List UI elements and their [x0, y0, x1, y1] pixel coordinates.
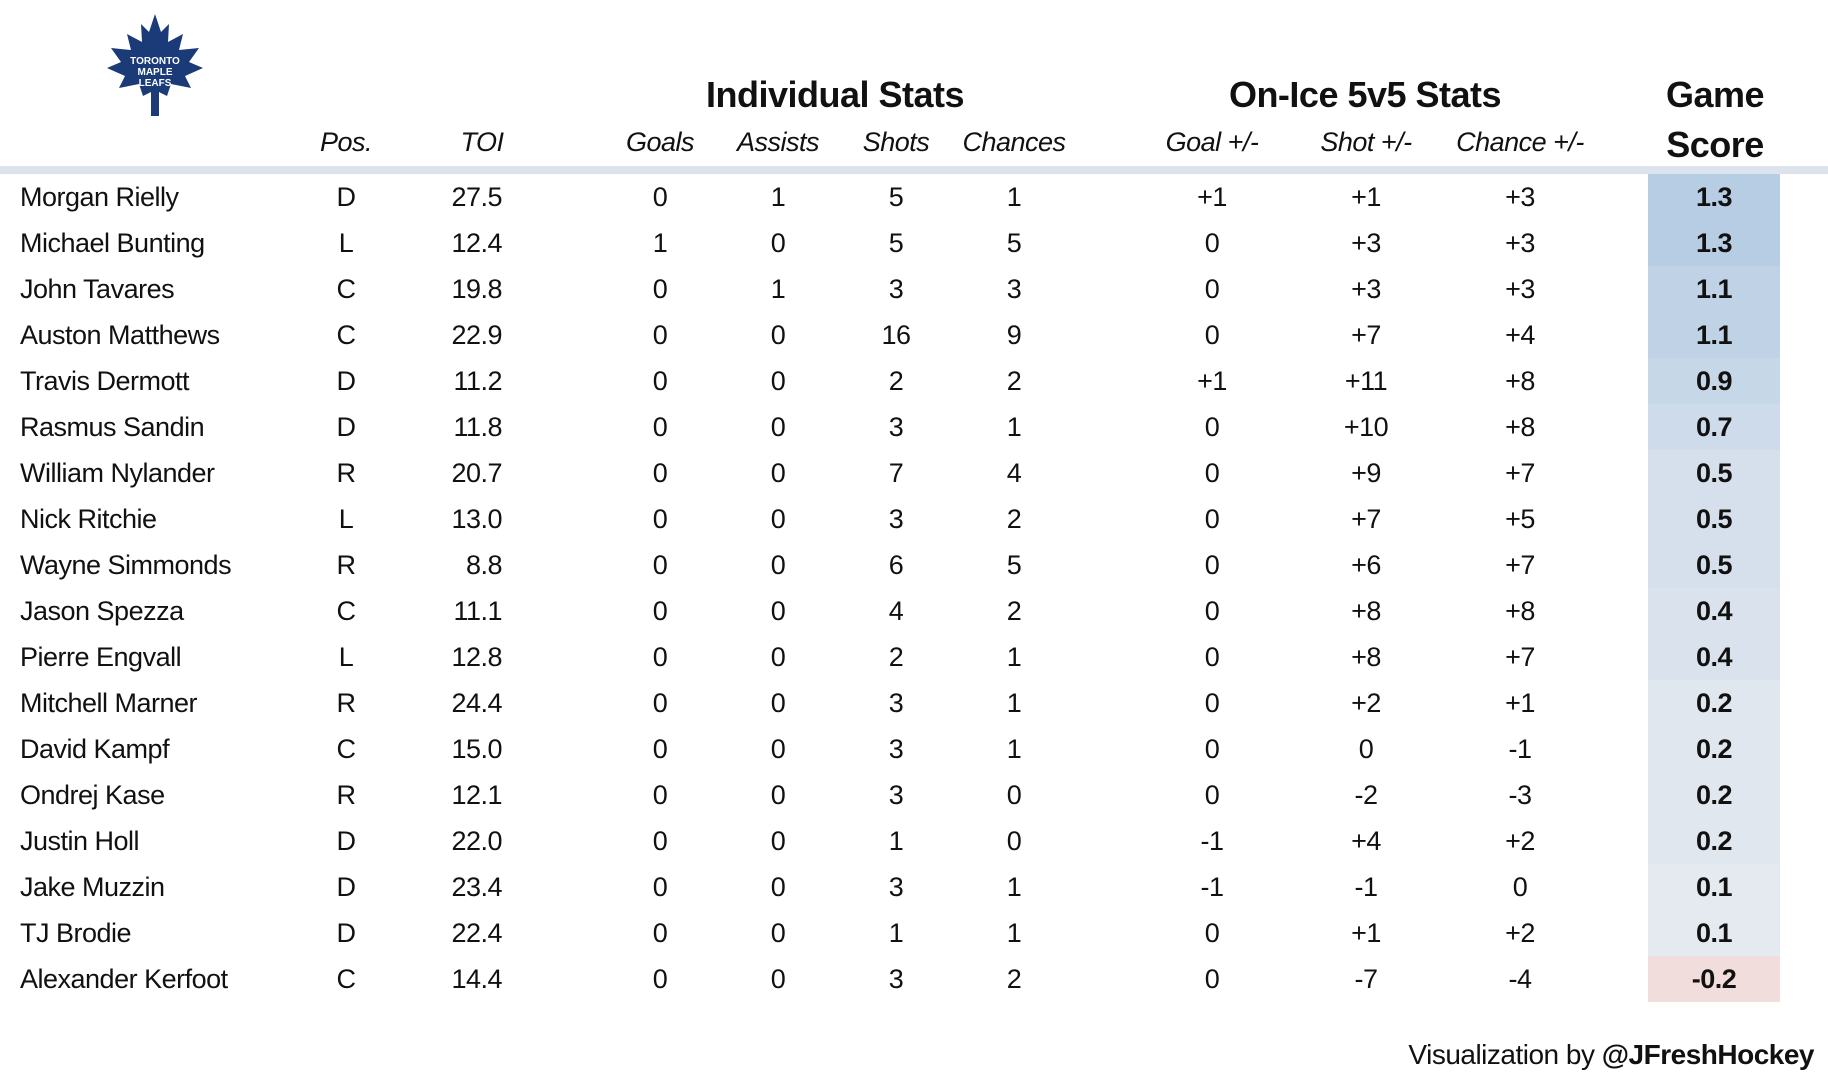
cell-shot-pm: +7 — [1351, 504, 1381, 534]
cell-chances: 4 — [1006, 458, 1022, 488]
cell-goals: 0 — [652, 182, 668, 212]
cell-goal-pm: 0 — [1204, 504, 1220, 534]
cell-player: Pierre Engvall — [20, 642, 182, 672]
cell-toi: 11.8 — [453, 412, 502, 442]
group-title-individual: Individual Stats — [705, 74, 965, 115]
cell-toi: 22.9 — [451, 320, 502, 350]
cell-chances: 5 — [1006, 228, 1022, 258]
cell-game-score: 0.5 — [1695, 504, 1733, 534]
cell-shot-pm: +2 — [1351, 688, 1381, 718]
cell-toi: 23.4 — [451, 872, 502, 902]
cell-game-score: 1.3 — [1695, 228, 1733, 258]
col-header-toi: TOI — [460, 127, 504, 157]
cell-chance-pm: +7 — [1505, 550, 1535, 580]
cell-pos: D — [336, 412, 356, 442]
cell-game-score: 0.4 — [1695, 642, 1733, 672]
cell-shot-pm: +11 — [1344, 366, 1388, 396]
cell-toi: 13.0 — [451, 504, 502, 534]
cell-toi: 22.0 — [451, 826, 502, 856]
table-row — [0, 588, 1828, 634]
cell-chances: 1 — [1006, 182, 1022, 212]
cell-player: Jason Spezza — [20, 596, 184, 626]
cell-assists: 1 — [770, 182, 786, 212]
table-row — [0, 404, 1828, 450]
cell-shot-pm: +1 — [1351, 182, 1381, 212]
cell-chances: 1 — [1006, 918, 1022, 948]
cell-game-score: 0.5 — [1695, 458, 1733, 488]
cell-goal-pm: -1 — [1200, 826, 1224, 856]
credit-handle: @JFreshHockey — [1601, 1039, 1814, 1070]
cell-player: William Nylander — [20, 458, 215, 488]
cell-toi: 19.8 — [451, 274, 502, 304]
cell-chances: 1 — [1006, 412, 1022, 442]
cell-shot-pm: +4 — [1351, 826, 1381, 856]
cell-assists: 0 — [770, 596, 786, 626]
cell-game-score: 1.1 — [1695, 274, 1733, 304]
table-row — [0, 358, 1828, 404]
cell-goals: 0 — [652, 872, 668, 902]
cell-shots: 3 — [888, 412, 904, 442]
cell-assists: 0 — [770, 872, 786, 902]
cell-toi: 11.1 — [453, 596, 502, 626]
cell-shot-pm: -7 — [1354, 964, 1378, 994]
cell-goals: 0 — [652, 274, 668, 304]
cell-pos: D — [336, 872, 356, 902]
cell-chance-pm: +2 — [1505, 826, 1535, 856]
cell-shots: 3 — [888, 780, 904, 810]
cell-chance-pm: +3 — [1505, 228, 1535, 258]
cell-pos: R — [336, 688, 356, 718]
cell-assists: 0 — [770, 688, 786, 718]
cell-goals: 0 — [652, 458, 668, 488]
cell-player: Rasmus Sandin — [20, 412, 205, 442]
cell-shots: 2 — [888, 642, 904, 672]
cell-shot-pm: +8 — [1351, 642, 1381, 672]
cell-shots: 5 — [888, 182, 904, 212]
cell-game-score: 0.1 — [1695, 918, 1733, 948]
cell-chance-pm: +4 — [1505, 320, 1535, 350]
cell-pos: D — [336, 182, 356, 212]
cell-toi: 11.2 — [453, 366, 502, 396]
table-row — [0, 956, 1828, 1002]
cell-chances: 2 — [1006, 504, 1022, 534]
table-row — [0, 450, 1828, 496]
cell-toi: 15.0 — [451, 734, 502, 764]
cell-shots: 3 — [888, 964, 904, 994]
cell-shot-pm: 0 — [1358, 734, 1374, 764]
cell-chances: 0 — [1006, 780, 1022, 810]
cell-player: Michael Bunting — [20, 228, 205, 258]
cell-goal-pm: 0 — [1204, 228, 1220, 258]
cell-chance-pm: +2 — [1505, 918, 1535, 948]
cell-goals: 0 — [652, 642, 668, 672]
cell-shots: 1 — [888, 918, 904, 948]
cell-toi: 12.4 — [451, 228, 502, 258]
cell-goals: 0 — [652, 366, 668, 396]
cell-pos: C — [336, 320, 356, 350]
table-row — [0, 174, 1828, 220]
cell-shot-pm: +7 — [1351, 320, 1381, 350]
cell-game-score: 0.7 — [1695, 412, 1733, 442]
cell-pos: L — [338, 504, 354, 534]
cell-shot-pm: +3 — [1351, 228, 1381, 258]
cell-goal-pm: 0 — [1204, 688, 1220, 718]
cell-toi: 22.4 — [451, 918, 502, 948]
cell-chances: 5 — [1006, 550, 1022, 580]
cell-goal-pm: 0 — [1204, 412, 1220, 442]
cell-chance-pm: -4 — [1508, 964, 1532, 994]
cell-pos: R — [336, 458, 356, 488]
cell-game-score: 1.3 — [1695, 182, 1733, 212]
cell-goals: 1 — [652, 228, 668, 258]
cell-goal-pm: 0 — [1204, 964, 1220, 994]
cell-pos: C — [336, 734, 356, 764]
cell-goals: 0 — [652, 826, 668, 856]
cell-shots: 1 — [888, 826, 904, 856]
cell-chance-pm: +7 — [1505, 642, 1535, 672]
cell-chances: 9 — [1006, 320, 1022, 350]
cell-goal-pm: 0 — [1204, 642, 1220, 672]
table-row — [0, 726, 1828, 772]
cell-goals: 0 — [652, 550, 668, 580]
cell-pos: D — [336, 826, 356, 856]
cell-chance-pm: +3 — [1505, 274, 1535, 304]
cell-goals: 0 — [652, 320, 668, 350]
cell-game-score: 0.9 — [1695, 366, 1733, 396]
cell-goal-pm: 0 — [1204, 918, 1220, 948]
cell-player: David Kampf — [20, 734, 170, 764]
cell-pos: R — [336, 550, 356, 580]
cell-pos: L — [338, 228, 354, 258]
cell-chances: 2 — [1006, 596, 1022, 626]
credit-prefix: Visualization by — [1408, 1039, 1602, 1070]
cell-shot-pm: +8 — [1351, 596, 1381, 626]
cell-toi: 24.4 — [451, 688, 502, 718]
cell-goal-pm: 0 — [1204, 458, 1220, 488]
cell-assists: 0 — [770, 228, 786, 258]
cell-game-score: -0.2 — [1691, 964, 1737, 994]
cell-goals: 0 — [652, 964, 668, 994]
cell-game-score: 0.2 — [1695, 780, 1733, 810]
cell-goals: 0 — [652, 504, 668, 534]
table-row — [0, 220, 1828, 266]
cell-assists: 0 — [770, 458, 786, 488]
table-row — [0, 634, 1828, 680]
table-row — [0, 910, 1828, 956]
cell-game-score: 0.5 — [1695, 550, 1733, 580]
cell-shots: 3 — [888, 504, 904, 534]
maple-leafs-logo-icon — [105, 12, 205, 122]
col-header-shots: Shots — [862, 127, 930, 157]
cell-goal-pm: 0 — [1204, 274, 1220, 304]
logo-text-toronto: TORONTO — [130, 56, 180, 67]
cell-chance-pm: +7 — [1505, 458, 1535, 488]
cell-chance-pm: -3 — [1508, 780, 1532, 810]
cell-chances: 1 — [1006, 734, 1022, 764]
cell-game-score: 0.2 — [1695, 826, 1733, 856]
col-header-goals: Goals — [625, 127, 695, 157]
cell-toi: 14.4 — [451, 964, 502, 994]
cell-goals: 0 — [652, 688, 668, 718]
cell-pos: C — [336, 964, 356, 994]
cell-assists: 0 — [770, 734, 786, 764]
table-row — [0, 680, 1828, 726]
col-header-pos: Pos. — [319, 127, 373, 157]
cell-shot-pm: +10 — [1343, 412, 1389, 442]
cell-chances: 2 — [1006, 366, 1022, 396]
cell-goal-pm: +1 — [1197, 366, 1227, 396]
cell-chances: 1 — [1006, 688, 1022, 718]
cell-shot-pm: +9 — [1351, 458, 1381, 488]
cell-shots: 4 — [888, 596, 904, 626]
cell-game-score: 1.1 — [1695, 320, 1733, 350]
cell-player: Travis Dermott — [20, 366, 190, 396]
cell-player: Jake Muzzin — [20, 872, 165, 902]
logo-text-leafs: LEAFS — [138, 78, 172, 89]
cell-game-score: 0.2 — [1695, 688, 1733, 718]
cell-chances: 0 — [1006, 826, 1022, 856]
cell-game-score: 0.1 — [1695, 872, 1733, 902]
cell-pos: C — [336, 274, 356, 304]
cell-goal-pm: 0 — [1204, 780, 1220, 810]
cell-goal-pm: 0 — [1204, 320, 1220, 350]
cell-chance-pm: +5 — [1505, 504, 1535, 534]
cell-chance-pm: +8 — [1505, 366, 1535, 396]
cell-player: John Tavares — [20, 274, 175, 304]
cell-goals: 0 — [652, 596, 668, 626]
cell-assists: 1 — [770, 274, 786, 304]
cell-shots: 5 — [888, 228, 904, 258]
cell-pos: R — [336, 780, 356, 810]
cell-chances: 1 — [1006, 642, 1022, 672]
col-header-assists: Assists — [736, 127, 819, 157]
cell-goal-pm: +1 — [1197, 182, 1227, 212]
cell-assists: 0 — [770, 964, 786, 994]
cell-toi: 27.5 — [451, 182, 502, 212]
col-header-goal-pm: Goal +/- — [1165, 127, 1259, 157]
cell-shots: 16 — [881, 320, 911, 350]
cell-chances: 2 — [1006, 964, 1022, 994]
cell-pos: D — [336, 366, 356, 396]
cell-shots: 3 — [888, 274, 904, 304]
cell-goal-pm: -1 — [1200, 872, 1224, 902]
cell-toi: 8.8 — [465, 550, 502, 580]
cell-assists: 0 — [770, 412, 786, 442]
cell-pos: L — [338, 642, 354, 672]
cell-shots: 3 — [888, 872, 904, 902]
cell-goal-pm: 0 — [1204, 596, 1220, 626]
cell-player: Mitchell Marner — [20, 688, 198, 718]
table-row — [0, 312, 1828, 358]
table-row — [0, 266, 1828, 312]
cell-chance-pm: -1 — [1508, 734, 1532, 764]
cell-player: Morgan Rielly — [20, 182, 179, 212]
cell-assists: 0 — [770, 780, 786, 810]
cell-assists: 0 — [770, 504, 786, 534]
cell-assists: 0 — [770, 826, 786, 856]
cell-assists: 0 — [770, 642, 786, 672]
cell-goals: 0 — [652, 918, 668, 948]
cell-assists: 0 — [770, 320, 786, 350]
cell-player: Justin Holl — [20, 826, 140, 856]
cell-player: Wayne Simmonds — [20, 550, 232, 580]
cell-goal-pm: 0 — [1204, 550, 1220, 580]
table-row — [0, 542, 1828, 588]
cell-goals: 0 — [652, 780, 668, 810]
cell-shots: 3 — [888, 688, 904, 718]
table-row — [0, 864, 1828, 910]
cell-player: Auston Matthews — [20, 320, 220, 350]
cell-game-score: 0.2 — [1695, 734, 1733, 764]
cell-shots: 2 — [888, 366, 904, 396]
cell-player: Alexander Kerfoot — [20, 964, 228, 994]
col-header-chance-pm: Chance +/- — [1456, 127, 1584, 157]
cell-pos: C — [336, 596, 356, 626]
cell-shot-pm: -1 — [1354, 872, 1378, 902]
cell-chance-pm: +8 — [1505, 596, 1535, 626]
cell-player: TJ Brodie — [20, 918, 132, 948]
cell-chances: 3 — [1006, 274, 1022, 304]
cell-toi: 12.1 — [451, 780, 502, 810]
col-header-chances: Chances — [962, 127, 1066, 157]
cell-shot-pm: +3 — [1351, 274, 1381, 304]
cell-goals: 0 — [652, 412, 668, 442]
header-rule — [0, 166, 1828, 174]
visualization-credit — [1408, 1035, 1814, 1075]
col-header-shot-pm: Shot +/- — [1320, 127, 1412, 157]
group-title-gamescore: Game Score — [1665, 74, 1765, 165]
cell-chance-pm: +1 — [1505, 688, 1535, 718]
cell-shot-pm: +1 — [1351, 918, 1381, 948]
group-title-onice: On-Ice 5v5 Stats — [1228, 74, 1502, 115]
table-row — [0, 818, 1828, 864]
cell-chance-pm: +3 — [1505, 182, 1535, 212]
cell-goals: 0 — [652, 734, 668, 764]
cell-chances: 1 — [1006, 872, 1022, 902]
cell-goal-pm: 0 — [1204, 734, 1220, 764]
cell-player: Ondrej Kase — [20, 780, 165, 810]
cell-assists: 0 — [770, 366, 786, 396]
cell-game-score: 0.4 — [1695, 596, 1733, 626]
table-row — [0, 496, 1828, 542]
cell-player: Nick Ritchie — [20, 504, 157, 534]
cell-shots: 3 — [888, 734, 904, 764]
cell-chance-pm: 0 — [1512, 872, 1528, 902]
table-row — [0, 772, 1828, 818]
cell-chance-pm: +8 — [1505, 412, 1535, 442]
cell-toi: 12.8 — [451, 642, 502, 672]
cell-assists: 0 — [770, 550, 786, 580]
cell-shot-pm: +6 — [1351, 550, 1381, 580]
cell-pos: D — [336, 918, 356, 948]
cell-shot-pm: -2 — [1354, 780, 1378, 810]
cell-toi: 20.7 — [451, 458, 502, 488]
cell-shots: 7 — [888, 458, 904, 488]
logo-text-maple: MAPLE — [137, 67, 173, 78]
cell-shots: 6 — [888, 550, 904, 580]
cell-assists: 0 — [770, 918, 786, 948]
